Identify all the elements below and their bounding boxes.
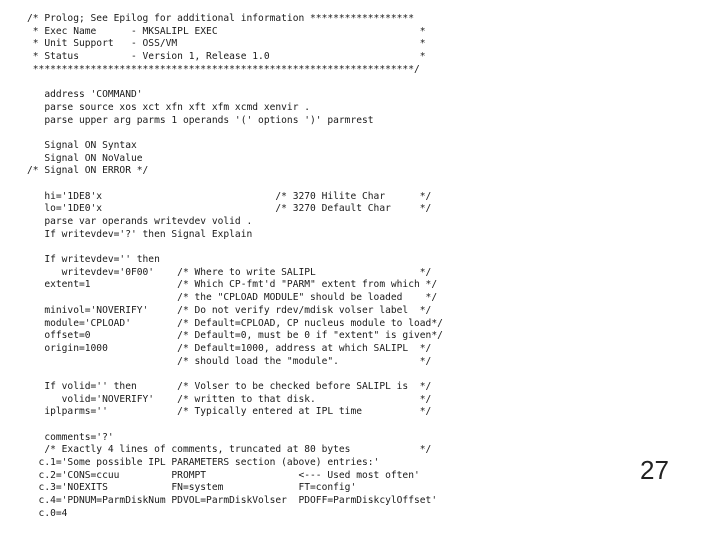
code-line: /* should load the "module". */ — [27, 355, 432, 367]
code-line: c.1='Some possible IPL PARAMETERS section (above) entries:' — [27, 457, 380, 469]
code-line: volid='NOVERIFY' /* written to that disk. */ — [27, 393, 432, 405]
code-line: c.0=4 — [27, 507, 68, 519]
code-line: iplparms='' /* Typically entered at IPL time */ — [27, 406, 432, 418]
code-line: ******************************************************************/ — [27, 63, 420, 75]
code-line: If volid='' then /* Volser to be checked before SALIPL is */ — [27, 380, 432, 392]
code-line: * Status - Version 1, Release 1.0 * — [27, 51, 426, 63]
code-line — [27, 419, 443, 432]
code-line: minivol='NOVERIFY' /* Do not verify rdev/mdisk volser label */ — [27, 304, 432, 316]
code-line: writevdev='0F00' /* Where to write SALIPL */ — [27, 266, 432, 278]
code-line: /* the "CPLOAD MODULE" should be loaded */ — [27, 292, 438, 304]
code-line: Signal ON Syntax — [27, 139, 137, 151]
code-line — [27, 368, 443, 381]
code-line: origin=1000 /* Default=1000, address at which SALIPL */ — [27, 342, 432, 354]
code-line: parse var operands writevdev volid . — [27, 216, 253, 227]
code-line — [27, 127, 443, 140]
code-line: parse source xos xct xfn xft xfm xcmd xenvir . — [27, 101, 311, 113]
code-line — [27, 241, 443, 254]
code-line: * Exec Name - MKSALIPL EXEC * — [27, 25, 426, 37]
code-line: Signal ON NoValue — [27, 152, 143, 164]
code-line: If writevdev='' then — [27, 254, 160, 266]
code-line: /* Exactly 4 lines of comments, truncated at 80 bytes */ — [27, 444, 432, 456]
code-line: c.4='PDNUM=ParmDiskNum PDVOL=ParmDiskVolser PDOFF=ParmDiskcylOffset' — [27, 495, 438, 507]
code-line: address 'COMMAND' — [27, 89, 143, 101]
code-line: c.3='NOEXITS FN=system FT=config' — [27, 482, 357, 494]
code-line: lo='1DE0'x /* 3270 Default Char */ — [27, 203, 432, 215]
code-listing — [27, 13, 443, 521]
code-line: /* Signal ON ERROR */ — [27, 165, 149, 177]
code-line: offset=0 /* Default=0, must be 0 if "extent" is given*/ — [27, 330, 443, 342]
page-number: 27 — [640, 455, 669, 485]
code-line: * Unit Support - OSS/VM * — [27, 38, 426, 50]
code-line: parse upper arg parms 1 operands '(' options ')' parmrest — [27, 114, 374, 126]
code-line — [27, 76, 443, 89]
code-line — [27, 178, 443, 191]
code-line: hi='1DE8'x /* 3270 Hilite Char */ — [27, 190, 432, 202]
code-line: extent=1 /* Which CP-fmt'd "PARM" extent from which */ — [27, 279, 438, 291]
code-line: c.2='CONS=ccuu PROMPT <--- Used most often' — [27, 469, 420, 481]
code-line: comments='?' — [27, 431, 114, 443]
code-line: /* Prolog; See Epilog for additional information ****************** — [27, 13, 414, 24]
code-line: If writevdev='?' then Signal Explain — [27, 228, 253, 240]
code-line: module='CPLOAD' /* Default=CPLOAD, CP nucleus module to load*/ — [27, 317, 443, 329]
